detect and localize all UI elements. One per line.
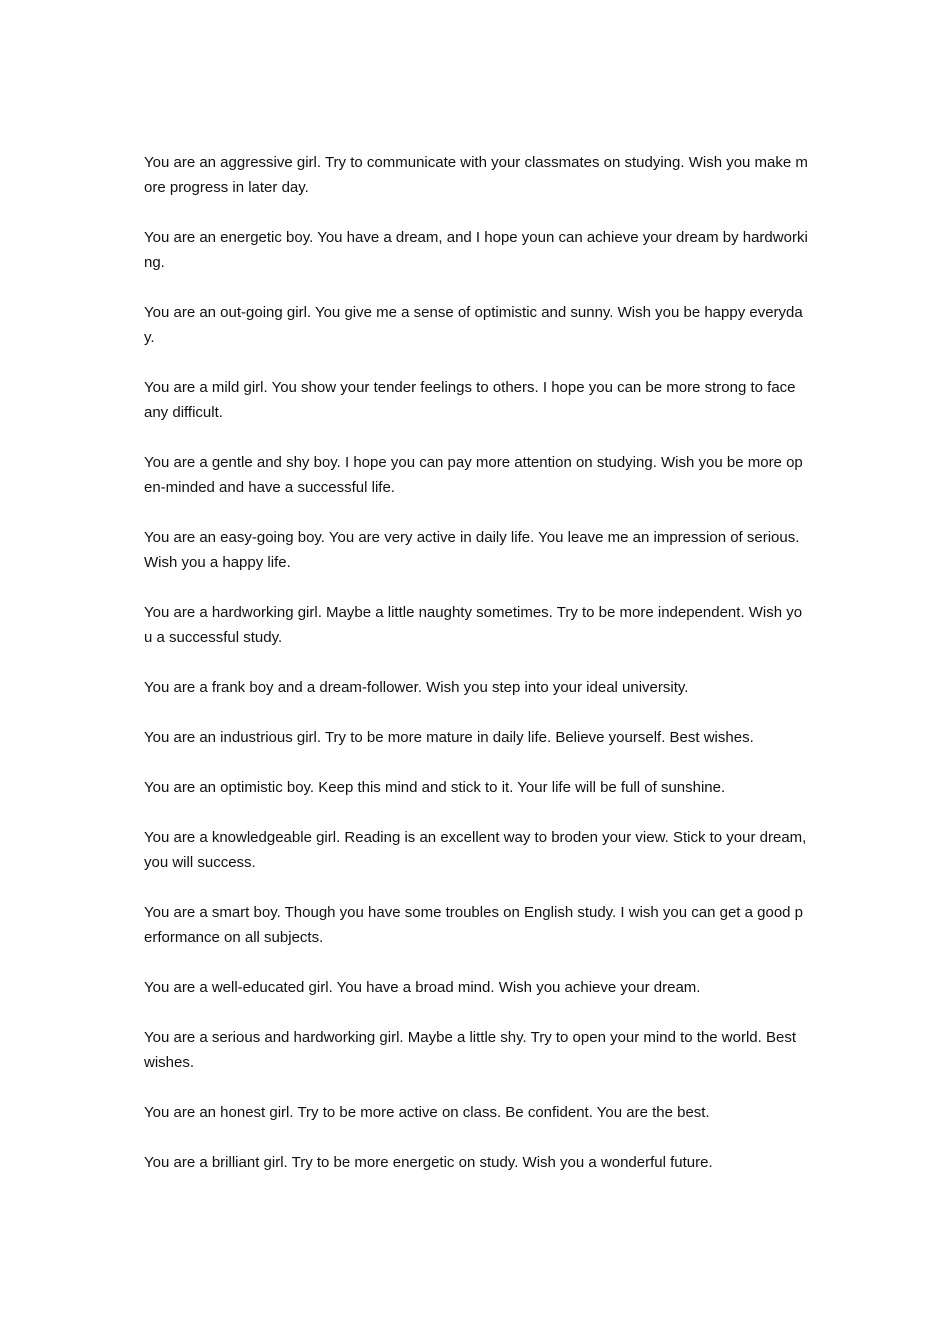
paragraph-14: You are a serious and hardworking girl. Maybe a little shy. Try to open your mind to the world. Best wishes. [144, 1029, 797, 1071]
paragraph-10: You are an optimistic boy. Keep this mind and stick to it. Your life will be full of sunshine. [144, 779, 726, 796]
paragraph-5: You are a gentle and shy boy. I hope you can pay more attention on studying. Wish you be more open-minded and have a successful life. [144, 454, 803, 496]
paragraph-2: You are an energetic boy. You have a dream, and I hope youn can achieve your dream by hardworking. [144, 229, 808, 271]
paragraph-1: You are an aggressive girl. Try to communicate with your classmates on studying. Wish you make more progress in later day. [144, 154, 808, 196]
paragraph-6: You are an easy-going boy. You are very active in daily life. You leave me an impression of serious. Wish you a happy life. [144, 529, 800, 571]
paragraph-12: You are a smart boy. Though you have some troubles on English study. I wish you can get a good performance on all subjects. [144, 904, 804, 946]
paragraph-8: You are a frank boy and a dream-follower. Wish you step into your ideal university. [144, 679, 689, 696]
document-body [144, 150, 808, 1200]
paragraph-9: You are an industrious girl. Try to be more mature in daily life. Believe yourself. Best wishes. [144, 729, 754, 746]
paragraph-16: You are a brilliant girl. Try to be more energetic on study. Wish you a wonderful future. [144, 1154, 713, 1171]
paragraph-13: You are a well-educated girl. You have a broad mind. Wish you achieve your dream. [144, 979, 701, 996]
paragraph-3: You are an out-going girl. You give me a sense of optimistic and sunny. Wish you be happy everyday. [144, 304, 803, 346]
paragraph-4: You are a mild girl. You show your tender feelings to others. I hope you can be more strong to face any difficult. [144, 379, 796, 421]
paragraph-11: You are a knowledgeable girl. Reading is an excellent way to broden your view. Stick to your dream, you will success. [144, 829, 807, 871]
paragraph-7: You are a hardworking girl. Maybe a little naughty sometimes. Try to be more independent. Wish you a successful study. [144, 604, 803, 646]
paragraph-15: You are an honest girl. Try to be more active on class. Be confident. You are the best. [144, 1104, 710, 1121]
